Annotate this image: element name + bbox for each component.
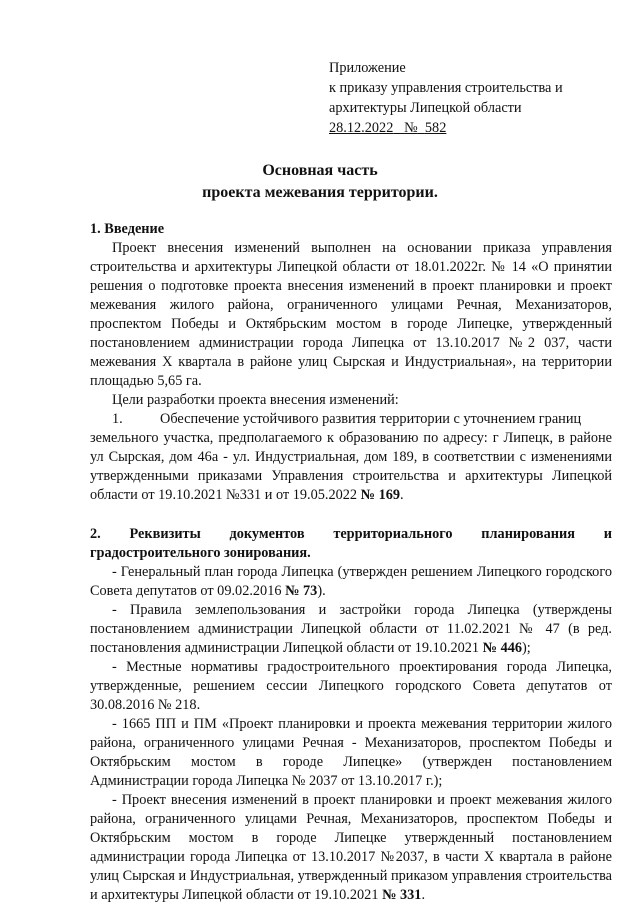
document-item-2: - Правила землепользования и застройки города Липецка (утверждены постановлением администрации Липецкой области от 11.02.2021 № 47 (в ред. постановления администрации Липецкой области от 19.10.2021 № 446); bbox=[90, 602, 612, 656]
document-item-3: - Местные нормативы градостроительного проектирования города Липецка, утвержденные, решением сессии Липецкого городского Совета депутатов от 30.08.2016 № 218. bbox=[90, 659, 612, 713]
document-item-5: - Проект внесения изменений в проект планировки и проект межевания жилого района, ограниченного улицами Речная, Механизаторов, проспектом Победы и Октябрьским мостом в городе Липецке утвержденный постановлением администрации города Липецка от 13.10.2017 №2037, в части Х квартала в районе улиц Сырская и Индустриальная, утвержденный приказом управления строительства и архитектуры Липецкой области от 19.10.2021 № 331. bbox=[90, 792, 612, 903]
section-2-heading-line-2: градостроительного зонирования. bbox=[90, 545, 311, 561]
goal-item-continuation: земельного участка, предполагаемого к образованию по адресу: г Липецк, в районе ул Сырская, дом 46а - ул. Индустриальная, дом 189, в соответствии с изменениями утвержденными приказами Управления строительства и архитектуры Липецкой области от 19.10.2021 №331 и от 19.05.2022 № 169. bbox=[90, 430, 612, 503]
document-title bbox=[0, 160, 640, 204]
document-item-4: - 1665 ПП и ПМ «Проект планировки и проекта межевания территории жилого района, ограниченного улицами Речная - Механизаторов, проспектом Победы и Октябрьским мостом в городе Липецке» (утвержден постановлением Администрации города Липецка № 2037 от 13.10.2017 г.); bbox=[90, 716, 612, 789]
appendix-line-3: архитектуры Липецкой области bbox=[329, 100, 522, 116]
section-1-heading: 1. Введение bbox=[90, 221, 165, 237]
goal-item-1 bbox=[90, 410, 612, 429]
section-2-heading-line-1: 2. Реквизиты документов территориального планирования и bbox=[90, 526, 612, 542]
appendix-line-2: к приказу управления строительства и bbox=[329, 80, 563, 96]
goal-item-start: Обеспечение устойчивого развития территории с уточнением границ bbox=[160, 411, 582, 427]
goal-item-number: 1. bbox=[112, 411, 123, 427]
title-line-1: Основная часть bbox=[262, 162, 378, 179]
appendix-date-line bbox=[329, 118, 619, 138]
document-item-1: - Генеральный план города Липецка (утвержден решением Липецкого городского Совета депутатов от 09.02.2016 № 73). bbox=[90, 564, 612, 599]
section-1-paragraph-1: Проект внесения изменений выполнен на основании приказа управления строительства и архитектуры Липецкой области от 18.01.2022г. № 14 «О принятии решения о подготовке проекта внесения изменений в проект планировки и проект межевания жилого района, ограниченного улицами Речная, Механизаторов, проспектом Победы и Октябрьским мостом в городе Липецке, утвержденный постановлением администрации города Липецка от 13.10.2017 №2 037, части межевания Х квартала в районе улиц Сырская и Индустриальная», на территории площадью 5,65 га. bbox=[90, 240, 612, 389]
section-1-paragraph-2: Цели разработки проекта внесения изменений: bbox=[112, 392, 399, 408]
title-line-2: проекта межевания территории. bbox=[202, 184, 438, 201]
appendix-block bbox=[329, 58, 619, 138]
appendix-line-1: Приложение bbox=[329, 60, 406, 76]
appendix-number: 582 bbox=[424, 120, 447, 136]
appendix-number-sign: № bbox=[404, 120, 418, 136]
appendix-date: 28.12.2022 bbox=[329, 120, 394, 136]
document-body bbox=[90, 220, 612, 905]
goal-item-bold-ref: № 169 bbox=[360, 487, 401, 503]
